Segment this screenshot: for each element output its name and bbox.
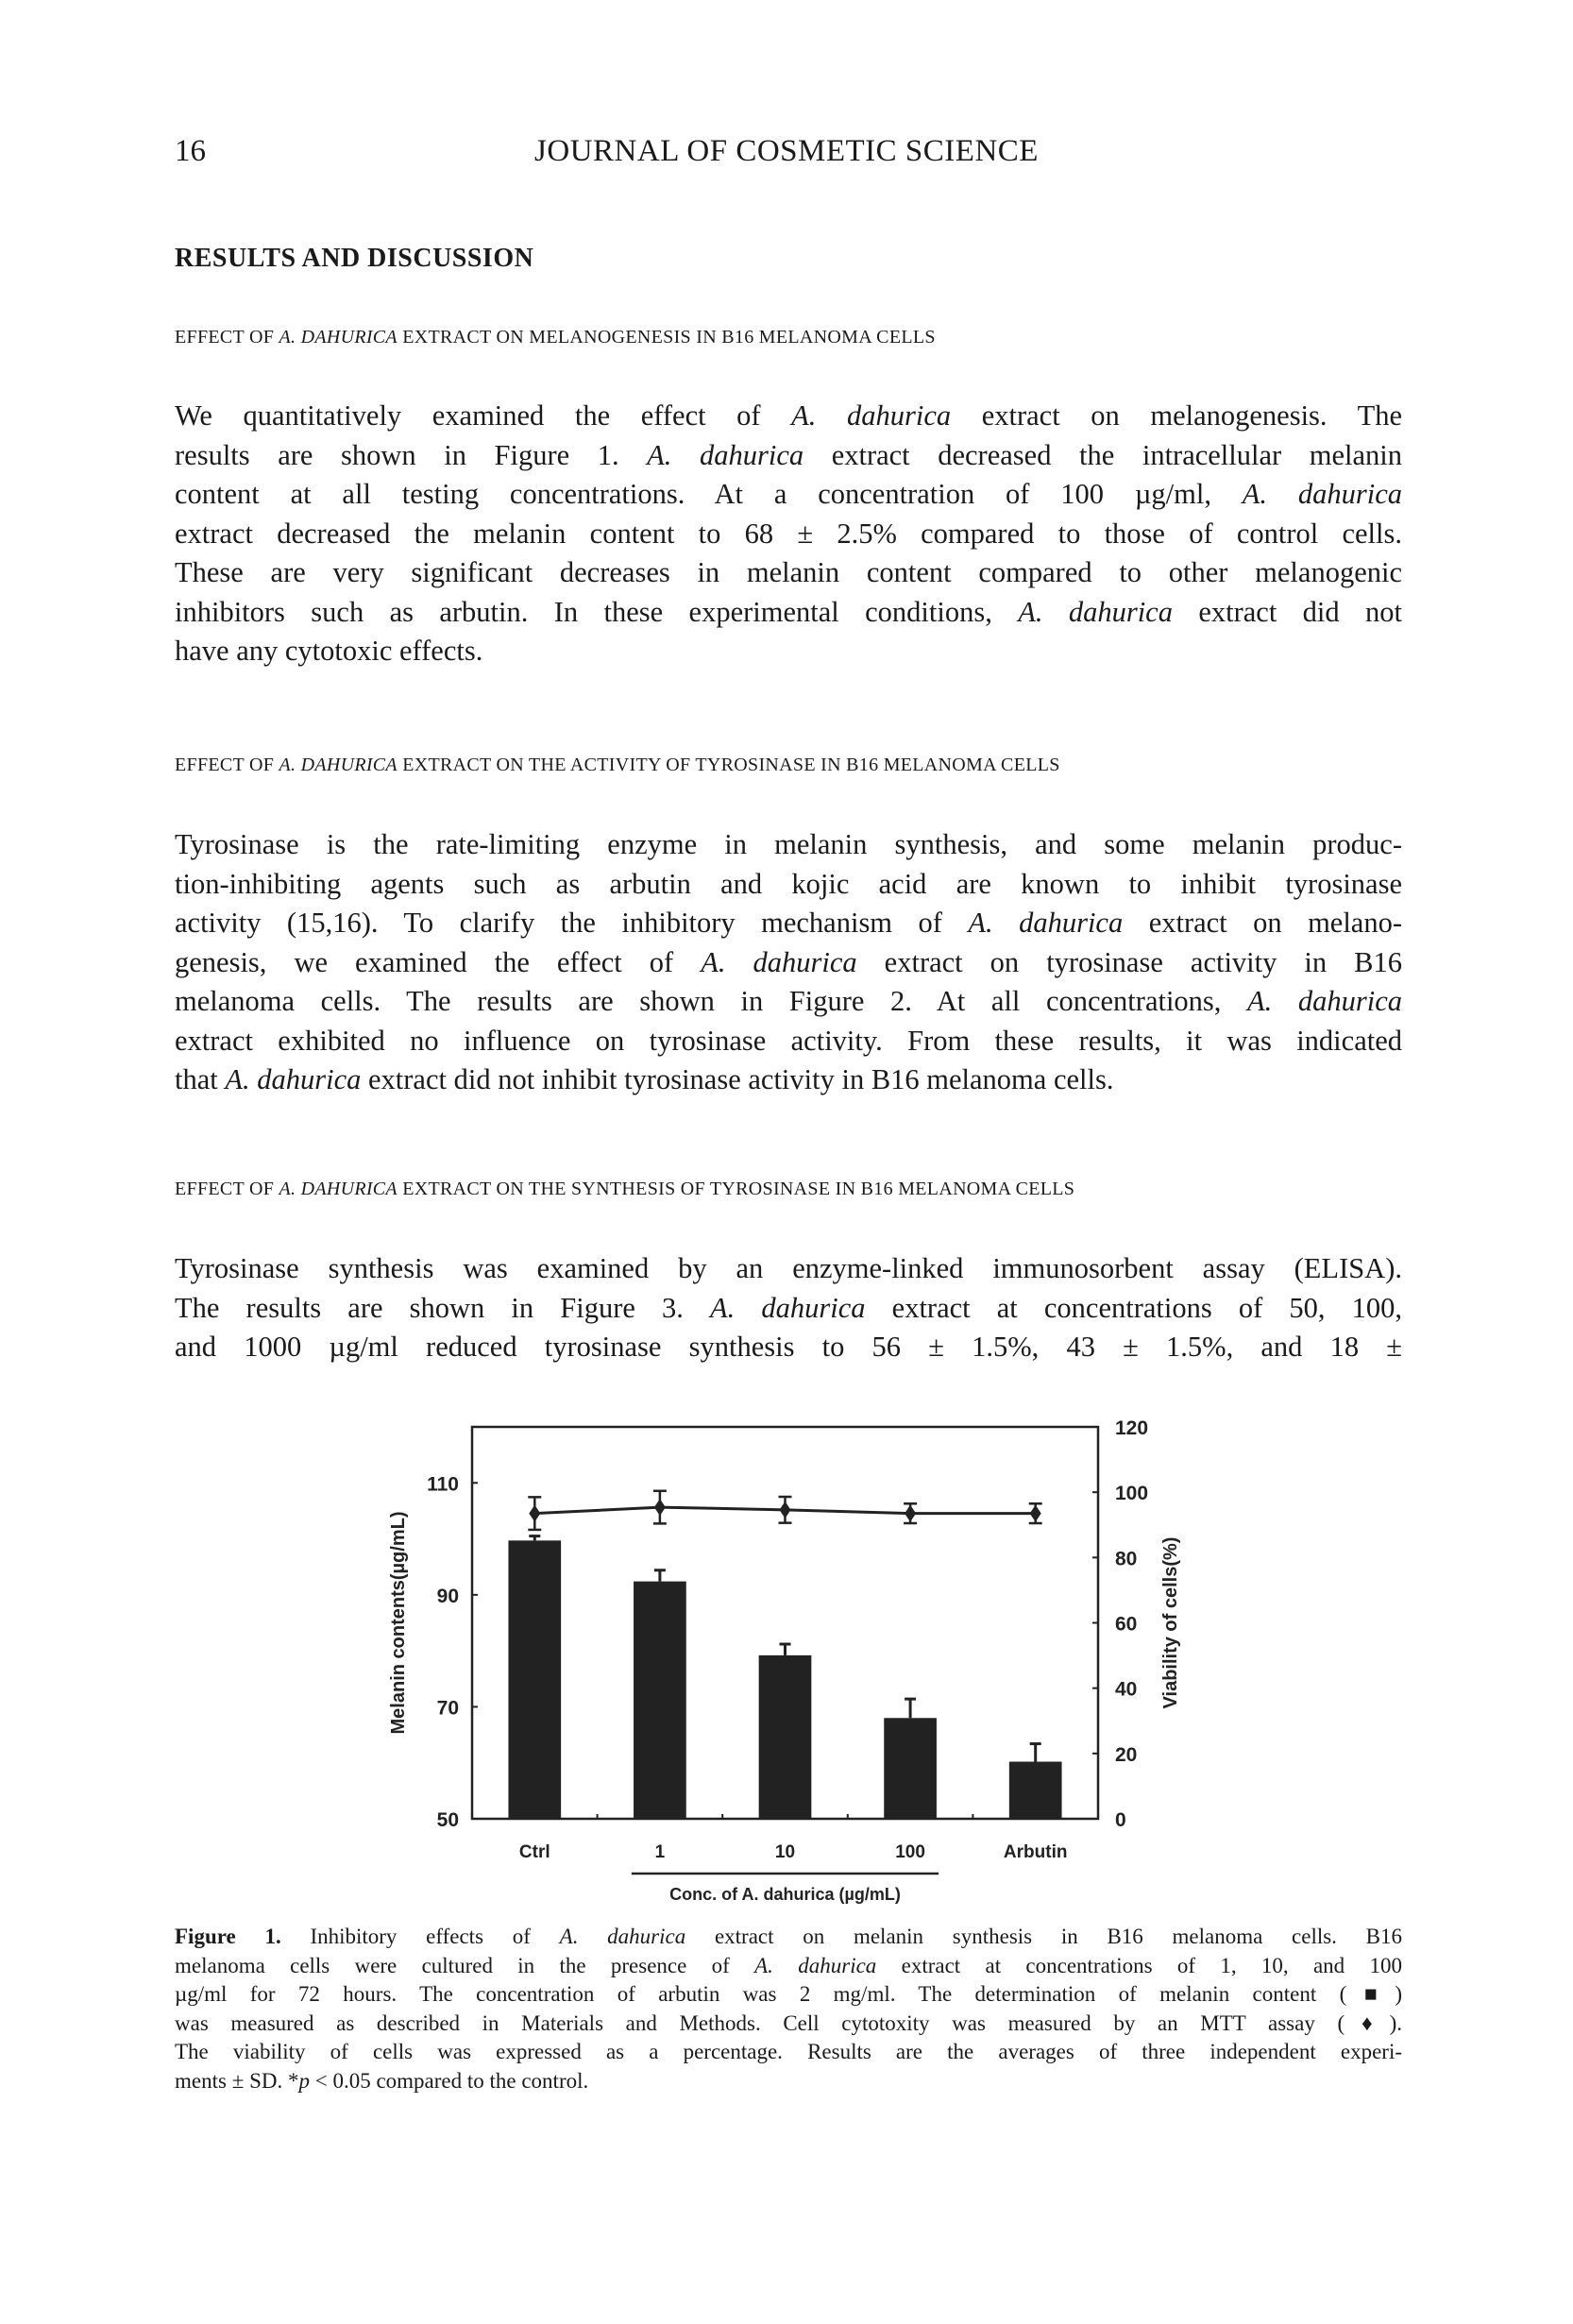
x-tick-label: 1 [654, 1842, 666, 1862]
melanin-bar [1009, 1762, 1062, 1819]
text-line [175, 1022, 1402, 1061]
text-line [175, 982, 1402, 1022]
text-line [175, 904, 1402, 943]
text-run: extract exhibited no influence on tyrosinase activity. From these results, it was indicated [175, 1024, 1402, 1057]
text-run: and 1000 µg/ml reduced tyrosinase synthesis to 56 ± 1.5%, 43 ± 1.5%, and 18 ± [175, 1331, 1402, 1363]
text-run: that [175, 1063, 226, 1095]
text-run: µg/ml for 72 hours. The concentration of arbutin was 2 mg/ml. The determination of melanin content (■) [175, 1982, 1402, 2006]
viability-diamond-marker [529, 1505, 540, 1522]
text-run: The results are shown in Figure 3. [175, 1291, 711, 1324]
melanin-bar [884, 1718, 937, 1819]
text-run: A. dahurica [791, 399, 952, 432]
text-run: content at all testing concentrations. At a concentration of 100 µg/ml, [175, 478, 1243, 510]
melanin-bar [759, 1655, 812, 1819]
text-run: A. dahurica [754, 1953, 877, 1977]
text-run: We quantitatively examined the effect of [175, 399, 792, 432]
y2-tick-label: 20 [1115, 1743, 1138, 1766]
text-line [175, 632, 1402, 671]
text-run: EFFECT OF [175, 327, 279, 348]
figure-caption [175, 1923, 1402, 2095]
text-line [175, 1328, 1402, 1367]
text-line [175, 436, 1402, 476]
text-run: melanoma cells. The results are shown in Figure 2. At all concentrations, [175, 985, 1248, 1017]
y2-tick-label: 60 [1115, 1613, 1138, 1636]
text-run: extract on melanin synthesis in B16 melanoma cells. B16 [685, 1925, 1402, 1948]
text-run: A. dahurica [1242, 478, 1402, 510]
text-run: extract on melanogenesis. The [951, 399, 1402, 432]
text-run: extract decreased the melanin content to 68 ± 2.5% compared to those of control cells. [175, 517, 1402, 550]
text-run: These are very significant decreases in melanin content compared to other melanogenic [175, 556, 1402, 588]
page-number: 16 [175, 134, 206, 168]
figure-1-chart [359, 1407, 1209, 1917]
text-run: have any cytotoxic effects. [175, 635, 483, 667]
y-tick-label: 70 [436, 1697, 459, 1720]
text-run: < 0.05 compared to the control. [309, 2068, 589, 2093]
subsection-heading [175, 327, 936, 348]
y-tick-label: 110 [427, 1473, 459, 1496]
text-run: EXTRACT ON MELANOGENESIS IN B16 MELANOMA CELLS [397, 327, 936, 348]
viability-diamond-marker [1030, 1505, 1041, 1522]
melanin-bar [508, 1540, 561, 1819]
subsection-heading [175, 1179, 1074, 1200]
viability-diamond-marker [780, 1501, 791, 1518]
text-run: EXTRACT ON THE ACTIVITY OF TYROSINASE IN B16 MELANOMA CELLS [397, 755, 1060, 775]
text-line [175, 1289, 1402, 1329]
x-tick-label: Ctrl [518, 1842, 550, 1862]
text-line [175, 397, 1402, 436]
paragraph [175, 397, 1402, 671]
text-run: A. dahurica [968, 907, 1124, 939]
text-line [175, 515, 1402, 554]
y-tick-label: 90 [436, 1585, 459, 1607]
text-run: EXTRACT ON THE SYNTHESIS OF TYROSINASE IN B16 MELANOMA CELLS [397, 1179, 1075, 1199]
text-line [175, 1249, 1402, 1289]
text-run: Tyrosinase is the rate-limiting enzyme in melanin synthesis, and some melanin produc- [175, 828, 1402, 860]
text-run: A. dahurica [559, 1925, 686, 1948]
text-run: extract at concentrations of 1, 10, and 100 [876, 1953, 1402, 1977]
text-line [175, 943, 1402, 983]
text-run: inhibitors such as arbutin. In these experimental conditions, [175, 595, 1019, 628]
text-run: Figure 1. [175, 1925, 281, 1948]
text-run: genesis, we examined the effect of [175, 945, 702, 978]
journal-title: JOURNAL OF COSMETIC SCIENCE [534, 134, 1039, 168]
text-line [175, 2038, 1402, 2067]
text-run: EFFECT OF [175, 755, 279, 775]
text-run: extract did not [1172, 595, 1402, 628]
y2-tick-label: 120 [1115, 1417, 1149, 1439]
x-tick-label: Arbutin [1003, 1842, 1068, 1862]
subsection-heading [175, 755, 1060, 776]
viability-diamond-marker [654, 1499, 666, 1516]
text-run: A. DAHURICA [279, 327, 397, 348]
text-run: A. dahurica [710, 1291, 866, 1324]
text-run: extract did not inhibit tyrosinase activity in B16 melanoma cells. [361, 1063, 1114, 1095]
text-line [175, 865, 1402, 905]
text-run: extract on melano- [1123, 907, 1403, 939]
text-run: Inhibitory effects of [280, 1925, 560, 1948]
x-tick-label: 10 [774, 1842, 796, 1862]
text-line [175, 475, 1402, 515]
text-run: activity (15,16). To clarify the inhibitory mechanism of [175, 907, 969, 939]
text-run: was measured as described in Materials and Methods. Cell cytotoxity was measured by an MTT assay (♦). [175, 2010, 1402, 2035]
text-run: Tyrosinase synthesis was examined by an enzyme-linked immunosorbent assay (ELISA). [175, 1252, 1402, 1284]
paragraph [175, 1249, 1402, 1367]
x-axis-label: Conc. of A. dahurica (µg/mL) [669, 1885, 901, 1904]
text-run: ments ± SD. * [175, 2068, 299, 2093]
text-run: A. DAHURICA [279, 1179, 397, 1199]
text-run: A. dahurica [701, 945, 857, 978]
y-tick-label: 50 [436, 1809, 459, 1831]
text-run: A. dahurica [647, 438, 804, 471]
text-run: EFFECT OF [175, 1179, 279, 1199]
viability-diamond-marker [905, 1505, 916, 1522]
text-run: melanoma cells were cultured in the presence of [175, 1953, 755, 1977]
text-run: The viability of cells was expressed as a percentage. Results are the averages of three independent experi- [175, 2040, 1402, 2063]
y2-tick-label: 0 [1115, 1809, 1126, 1831]
y2-tick-label: 80 [1115, 1548, 1138, 1570]
text-run: p [298, 2068, 310, 2093]
text-line [175, 1952, 1402, 1981]
paragraph [175, 825, 1402, 1100]
text-line [175, 553, 1402, 593]
x-tick-label: 100 [895, 1842, 925, 1862]
section-title: RESULTS AND DISCUSSION [175, 244, 534, 273]
y2-tick-label: 40 [1115, 1678, 1138, 1701]
melanin-bar [634, 1582, 686, 1819]
text-line [175, 825, 1402, 865]
text-run: A. dahurica [1247, 985, 1402, 1017]
text-line [175, 2067, 1402, 2096]
y-axis-label: Melanin contents(µg/mL) [388, 1511, 409, 1735]
text-run: extract at concentrations of 50, 100, [865, 1291, 1402, 1324]
text-run: A. dahurica [225, 1063, 362, 1095]
y2-axis-label: Viability of cells(%) [1160, 1536, 1181, 1709]
text-line [175, 1923, 1402, 1952]
text-line [175, 2010, 1402, 2039]
text-run: tion-inhibiting agents such as arbutin and kojic acid are known to inhibit tyrosinase [175, 867, 1402, 900]
text-run: extract decreased the intracellular melanin [803, 438, 1402, 471]
text-run: extract on tyrosinase activity in B16 [856, 945, 1403, 978]
y2-tick-label: 100 [1115, 1483, 1149, 1505]
text-line [175, 593, 1402, 633]
text-line [175, 1060, 1402, 1100]
text-run: A. DAHURICA [279, 755, 397, 775]
text-run: results are shown in Figure 1. [175, 438, 648, 471]
text-run: A. dahurica [1018, 595, 1173, 628]
text-line [175, 1980, 1402, 2010]
